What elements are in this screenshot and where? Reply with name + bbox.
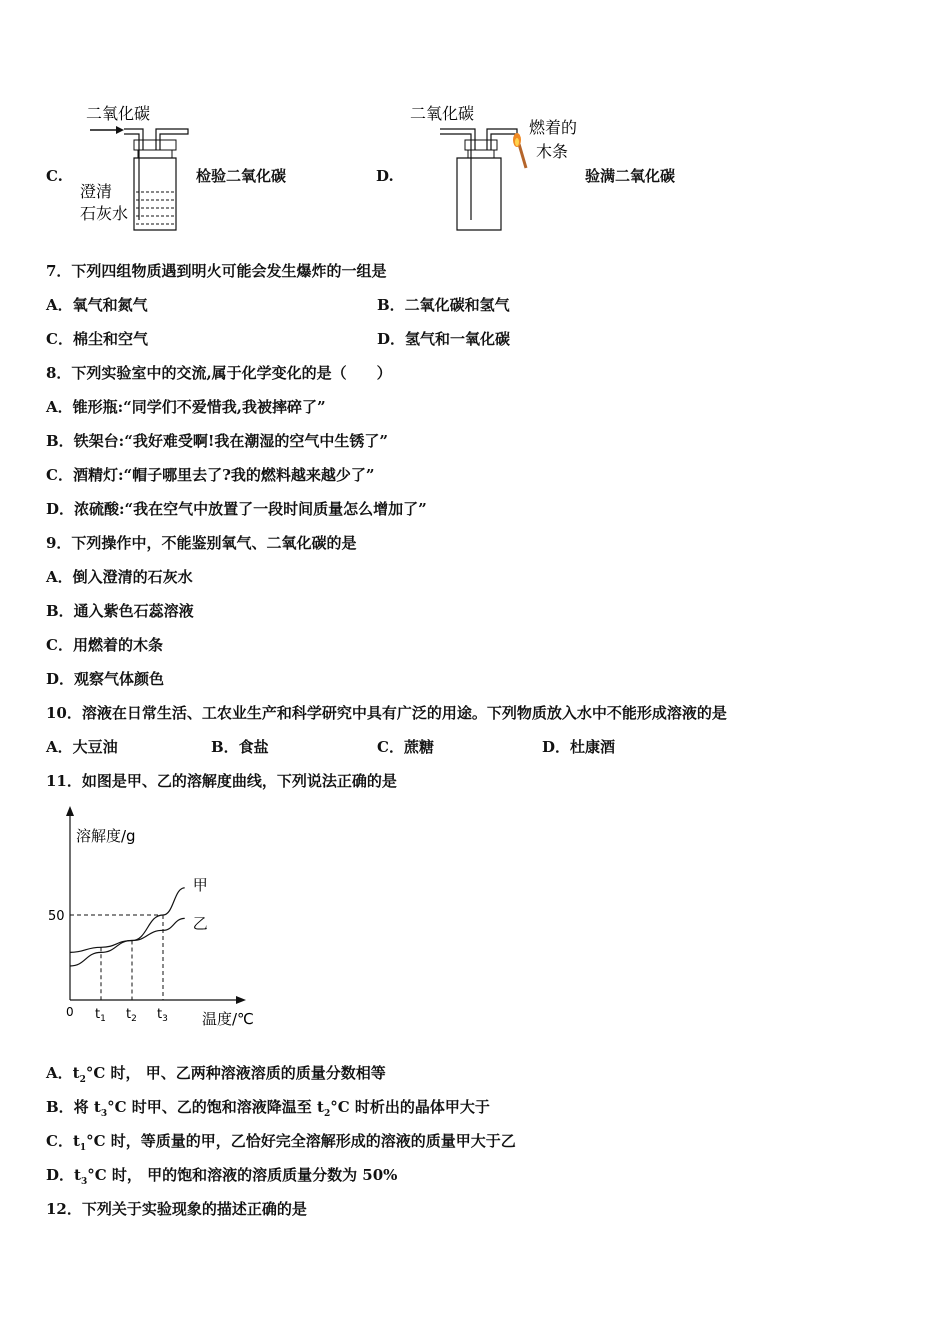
x-tick-label-t2: $t_2$ (126, 1007, 137, 1024)
option-c-caption: 检验二氧化碳 (196, 167, 287, 185)
q9-option-a: A．倒入澄清的石灰水 (46, 568, 193, 586)
x-axis-arrow (236, 996, 246, 1004)
q9-option-d: D．观察气体颜色 (46, 670, 165, 688)
figure-c-liquid-label-1: 澄清 (80, 182, 113, 201)
q11-c-sub: 1 (79, 1143, 87, 1153)
option-d-letter: D. (376, 167, 394, 185)
q7-option-d: D．氢气和一氧化碳 (377, 330, 511, 348)
q11-c-post: °C 时，等质量的甲，乙恰好完全溶解形成的溶液的质量甲大于乙 (86, 1132, 516, 1150)
q11-d-sub: 3 (80, 1177, 88, 1187)
figure-d-flame-label-2: 木条 (536, 142, 569, 161)
q7-option-c: C．棉尘和空气 (46, 330, 148, 348)
series-label-yi: 乙 (192, 914, 208, 933)
series-label-jia: 甲 (192, 875, 208, 894)
q11-b-pre: B．将 t (46, 1098, 101, 1116)
q11-d-post: °C 时， 甲的饱和溶液的溶质质量分数为 50% (87, 1166, 398, 1184)
q12-stem: 12．下列关于实验现象的描述正确的是 (46, 1200, 307, 1218)
x-tick-label-t3: $t_3$ (157, 1007, 168, 1024)
q8-option-b: B．铁架台:“我好难受啊!我在潮湿的空气中生锈了” (46, 432, 389, 450)
solubility-chart (40, 800, 270, 1035)
q11-option-d (46, 1165, 397, 1192)
q11-a-pre: A．t (46, 1064, 80, 1082)
q11-b-sub2: 2 (323, 1109, 331, 1119)
q10-option-c: C．蔗糖 (377, 738, 434, 756)
q7-stem: 7．下列四组物质遇到明火可能会发生爆炸的一组是 (46, 262, 387, 280)
figure-d-flame-label-1: 燃着的 (529, 118, 578, 137)
q11-option-b (46, 1097, 490, 1124)
chart-origin-label: 0 (66, 1005, 74, 1019)
q10-option-d: D．杜康酒 (542, 738, 616, 756)
q11-c-pre: C．t (46, 1132, 80, 1150)
q10-option-b: B．食盐 (211, 738, 269, 756)
x-tick-label-t1: $t_1$ (95, 1007, 106, 1024)
q8-stem: 8．下列实验室中的交流,属于化学变化的是（ ） (46, 364, 392, 382)
q10-stem: 10．溶液在日常生活、工农业生产和科学研究中具有广泛的用途。下列物质放入水中不能形成溶液的是 (46, 704, 727, 722)
y-axis-arrow (66, 806, 74, 816)
q7-option-b: B．二氧化碳和氢气 (377, 296, 510, 314)
q11-b-mid: °C 时甲、乙的饱和溶液降温至 t (107, 1098, 324, 1116)
q11-a-sub: 2 (79, 1075, 86, 1085)
q10-option-a: A．大豆油 (46, 738, 118, 756)
figure-c-gas-label: 二氧化碳 (86, 104, 151, 123)
y-tick-label-50: 50 (48, 909, 65, 924)
figure-d-gas-label: 二氧化碳 (410, 104, 475, 123)
q11-stem: 11．如图是甲、乙的溶解度曲线，下列说法正确的是 (46, 772, 397, 790)
chart-y-label: 溶解度/g (76, 827, 136, 845)
q8-option-a: A．锥形瓶:“同学们不爱惜我,我被摔碎了” (46, 398, 326, 416)
collecting-bottle-figure (405, 100, 595, 235)
q8-option-c: C．酒精灯:“帽子哪里去了?我的燃料越来越少了” (46, 466, 375, 484)
q8-option-d: D．浓硫酸:“我在空气中放置了一段时间质量怎么增加了” (46, 500, 427, 518)
q7-option-a: A．氧气和氮气 (46, 296, 148, 314)
q11-d-pre: D．t (46, 1166, 81, 1184)
q11-option-c (46, 1131, 516, 1158)
gas-wash-bottle-figure (78, 100, 198, 235)
series-line-jia (70, 888, 185, 966)
figure-c-liquid-label-2: 石灰水 (80, 204, 129, 223)
q11-b-post: °C 时析出的晶体甲大于 (330, 1098, 490, 1116)
q11-option-a (46, 1063, 386, 1090)
option-d-caption: 验满二氧化碳 (585, 167, 676, 185)
chart-x-label: 温度/℃ (202, 1010, 254, 1028)
q9-option-c: C．用燃着的木条 (46, 636, 163, 654)
option-c-letter: C. (46, 167, 63, 185)
q11-a-post: °C 时， 甲、乙两种溶液溶质的质量分数相等 (85, 1064, 386, 1082)
series-line-yi (70, 918, 185, 952)
q9-option-b: B．通入紫色石蕊溶液 (46, 602, 194, 620)
q9-stem: 9．下列操作中，不能鉴别氧气、二氧化碳的是 (46, 534, 357, 552)
q11-b-sub: 3 (100, 1109, 108, 1119)
